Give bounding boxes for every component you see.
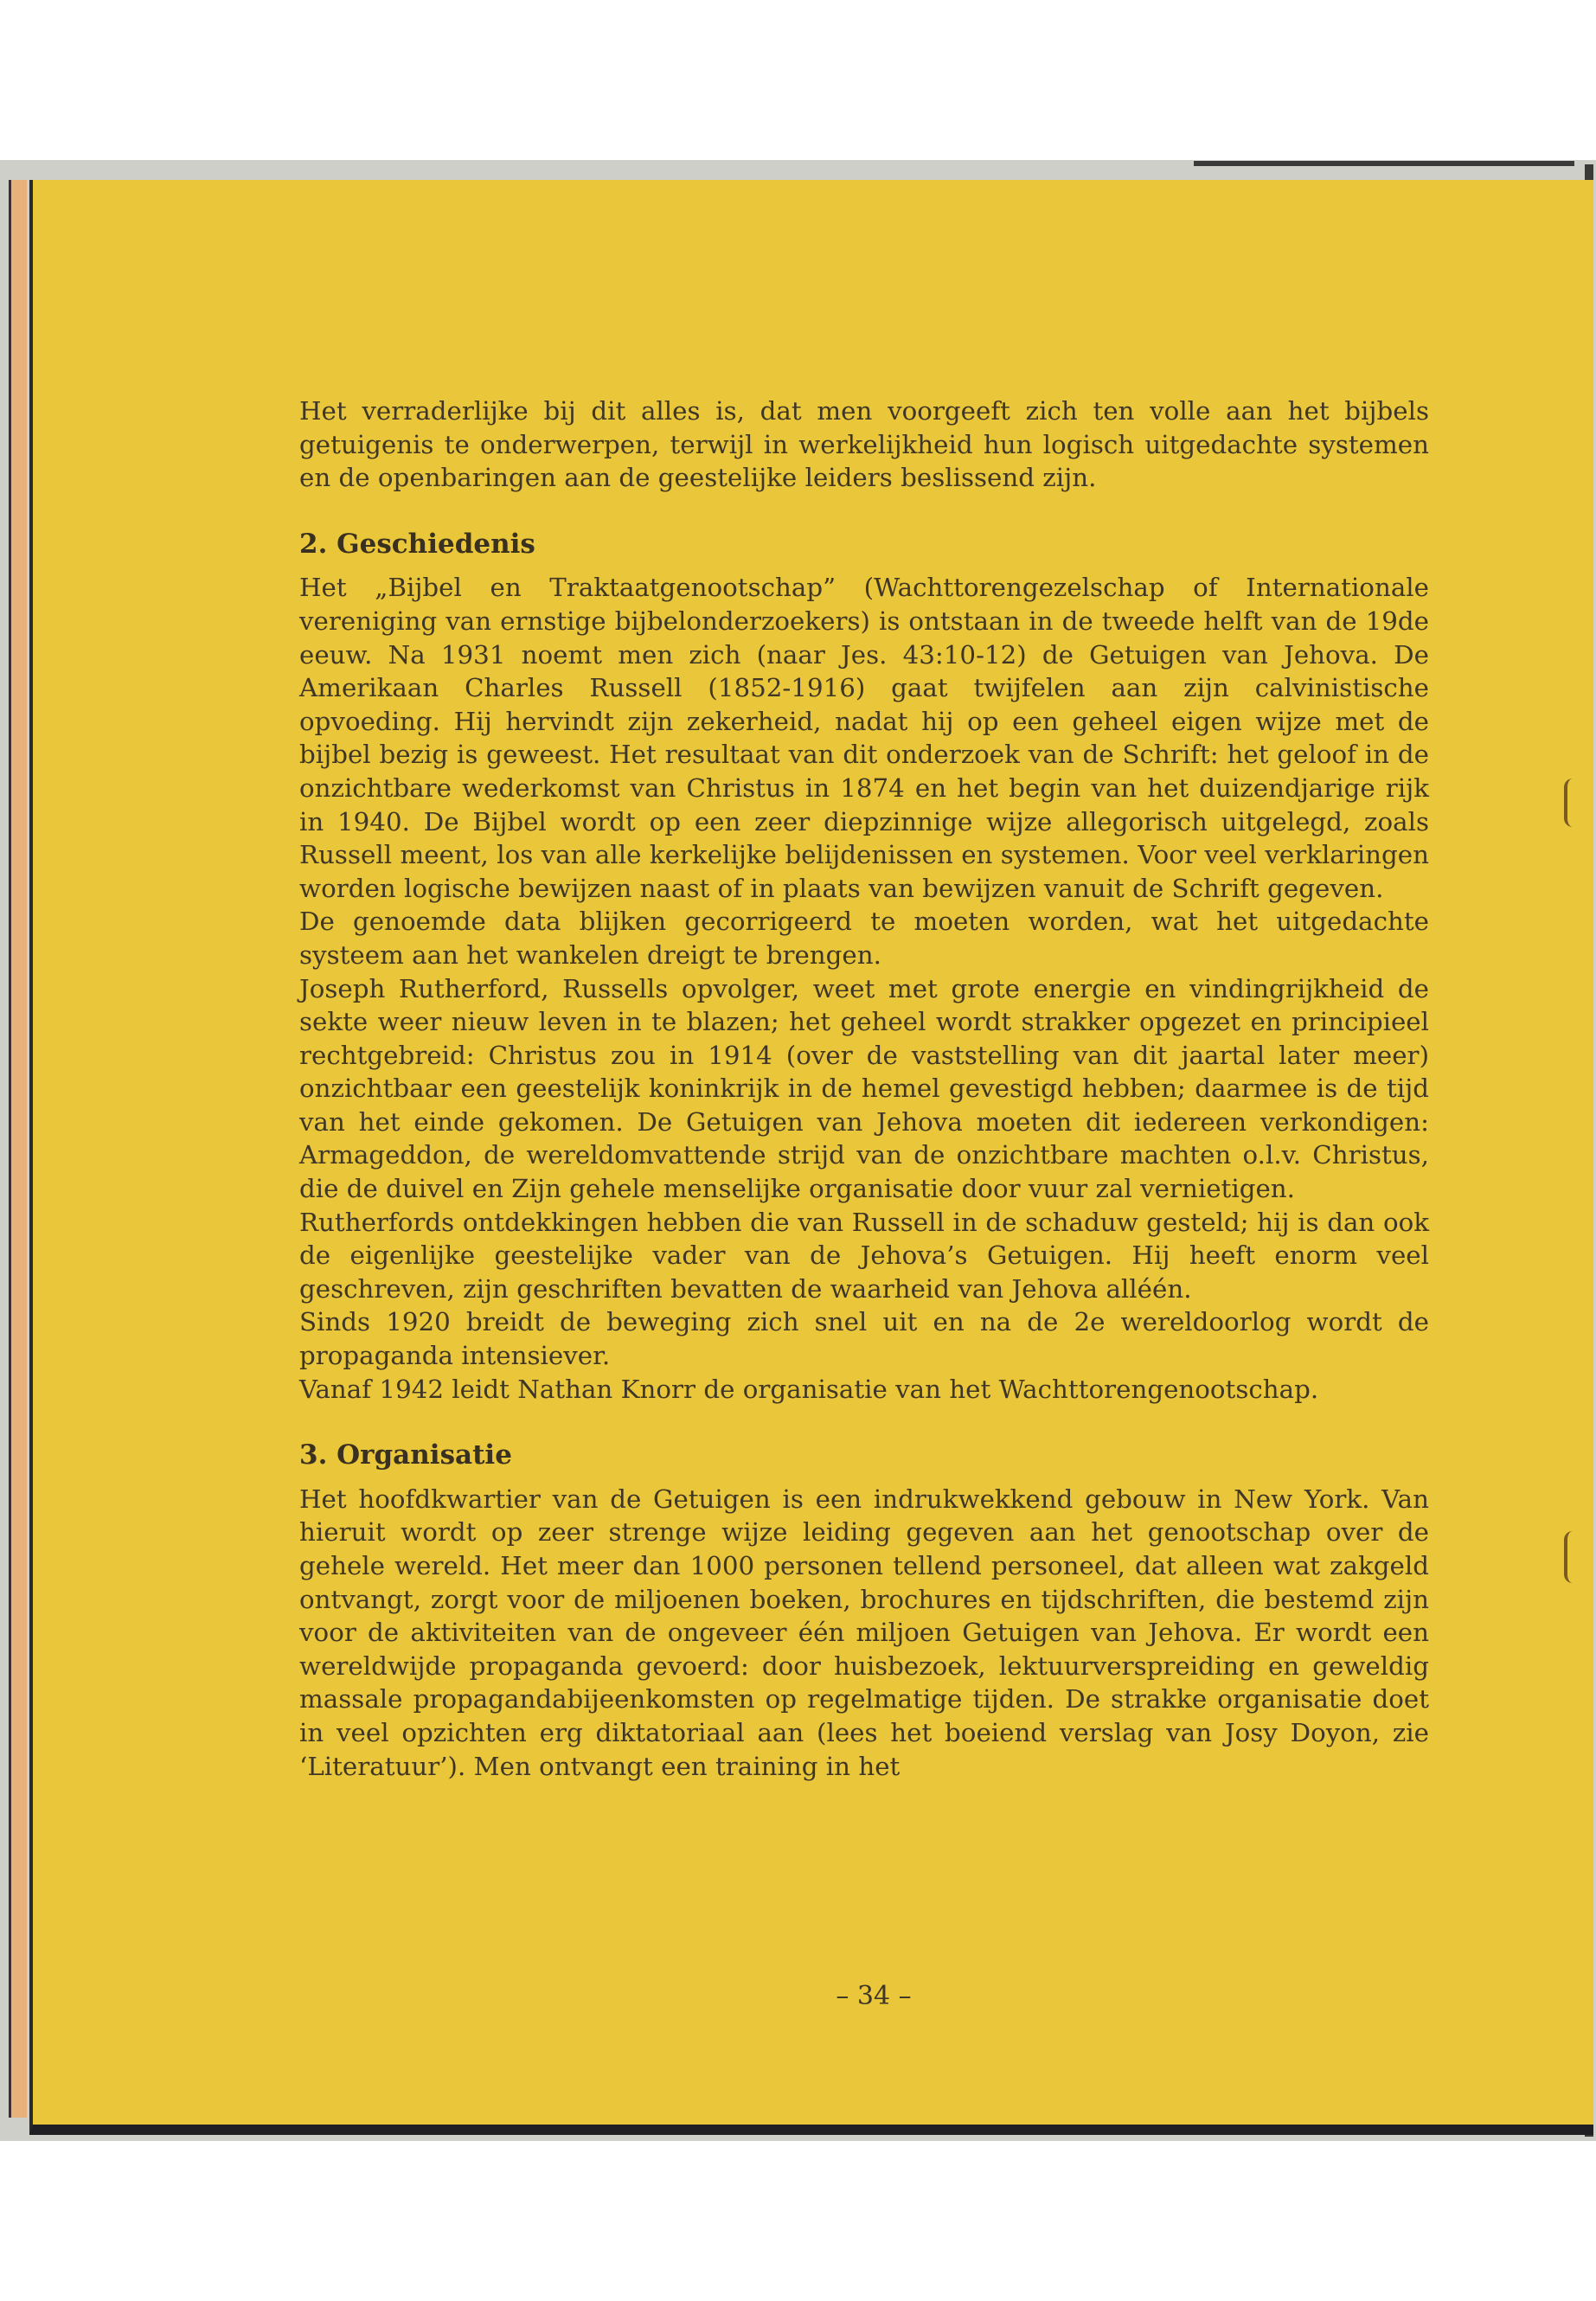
body-text	[299, 394, 1429, 1783]
paragraph: De genoemde data blijken gecorrigeerd te moeten worden, wat het uitgedachte systeem aan het wankelen dreigt te brengen.	[299, 907, 1429, 970]
margin-bracket-mark	[1564, 1531, 1580, 1583]
paragraph: Het hoofdkwartier van de Getuigen is een indrukwekkend gebouw in New York. Van hieruit wordt op zeer strenge wijze leiding gegeven aan het genootschap over de gehele wereld. Het meer dan 1000 personen tellend personeel, dat alleen wat zakgeld ontvangt, zorgt voor de miljoenen boeken, brochures en tijdschriften, die bestemd zijn voor de aktiviteiten van de ongeveer één miljoen Getuigen van Jehova. Er wordt een wereldwijde propaganda gevoerd: door huisbezoek, lektuurverspreiding en geweldig massale propagandabijeenkomsten op regelmatige tijden. De strakke organisatie doet in veel opzichten erg diktatoriaal aan (lees het boeiend verslag van Josy Doyon, zie ‘Literatuur’). Men ontvangt een training in het	[299, 1484, 1429, 1781]
page-number: – 34 –	[836, 1981, 912, 2011]
section-heading-geschiedenis: 2. Geschiedenis	[299, 528, 535, 560]
paragraph: Rutherfords ontdekkingen hebben die van Russell in de schaduw gesteld; hij is dan ook de eigenlijke geestelijke vader van de Jehova’s Getuigen. Hij heeft enorm veel geschreven, zijn geschriften bevatten de waarheid van Jehova alléén.	[299, 1207, 1429, 1304]
paragraph: Sinds 1920 breidt de beweging zich snel uit en na de 2e wereldoorlog wordt de propaganda intensiever.	[299, 1307, 1429, 1371]
section-heading-organisatie: 3. Organisatie	[299, 1439, 512, 1471]
paragraph: Het verraderlijke bij dit alles is, dat men voorgeeft zich ten volle aan het bijbels getuigenis te onderwerpen, terwijl in werkelijkheid hun logisch uitgedachte systemen en de openbaringen aan de geestelijke leiders beslissend zijn.	[299, 396, 1429, 493]
paragraph: Vanaf 1942 leidt Nathan Knorr de organisatie van het Wachttorengenootschap.	[299, 1374, 1319, 1404]
page-edge-top	[1194, 161, 1574, 166]
paragraph: Joseph Rutherford, Russells opvolger, weet met grote energie en vindingrijkheid de sekte weer nieuw leven in te blazen; het geheel wordt strakker opgezet en principieel rechtgebreid: Christus zou in 1914 (over de vaststelling van dit jaartal later meer) onzichtbaar een geestelijk koninkrijk in de hemel gevestigd hebben; daarmee is de tijd van het einde gekomen. De Getuigen van Jehova moeten dit iedereen verkondigen: Armageddon, de wereldomvattende strijd van de onzichtbare machten o.l.v. Christus, die de duivel en Zijn gehele menselijke organisatie door vuur zal vernietigen.	[299, 973, 1429, 1204]
paragraph: Het „Bijbel en Traktaatgenootschap” (Wachttorengezelschap of Internationale vereniging van ernstige bijbelonderzoekers) is ontstaan in de tweede helft van de 19de eeuw. Na 1931 noemt men zich (naar Jes. 43:10-12) de Getuigen van Jehova. De Amerikaan Charles Russell (1852-1916) gaat twijfelen aan zijn calvinistische opvoeding. Hij hervindt zijn zekerheid, nadat hij op een geheel eigen wijze met de bijbel bezig is geweest. Het resultaat van dit onderzoek van de Schrift: het geloof in de onzichtbare wederkomst van Christus in 1874 en het begin van het duizendjarige rijk in 1940. De Bijbel wordt op een zeer diepzinnige wijze allegorisch uitgelegd, zoals Russell meent, los van alle kerkelijke belijdenissen en systemen. Voor veel verklaringen worden logische bewijzen naast of in plaats van bewijzen vanuit de Schrift gegeven.	[299, 573, 1429, 903]
margin-bracket-mark	[1564, 779, 1580, 827]
page-spine	[9, 180, 27, 2118]
